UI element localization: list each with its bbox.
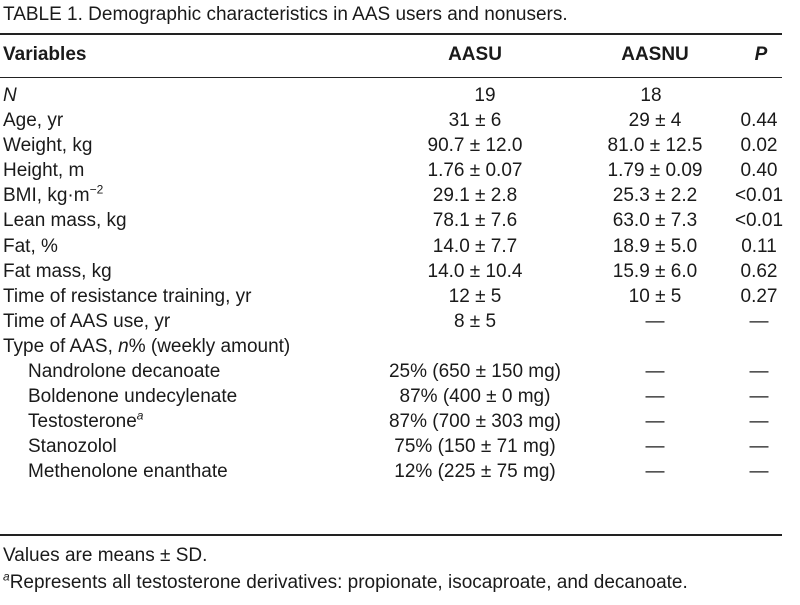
aasnu-value: — [645, 461, 665, 483]
row-label: Time of AAS use, yr [3, 310, 171, 332]
aasnu-value: 18 [640, 85, 662, 106]
p-value: — [749, 461, 769, 483]
p-value: 0.02 [740, 135, 778, 157]
footnote-text: Represents all testosterone derivatives: propionate, isocaproate, and decanoate. [9, 572, 688, 593]
row-label-italic: n [118, 335, 129, 357]
p-value: <0.01 [734, 185, 784, 207]
table-row [0, 359, 782, 384]
table-row [0, 83, 782, 108]
aasu-value: 1.76 ± 0.07 [427, 160, 523, 182]
row-label: Boldenone undecylenate [28, 386, 238, 408]
table-row [0, 108, 782, 133]
row-label: N [3, 85, 17, 106]
p-value: — [749, 411, 769, 433]
row-label-text: Testosterone [28, 411, 137, 433]
table-row [0, 133, 782, 158]
table-body [0, 83, 782, 485]
row-label: Fat mass, kg [3, 260, 112, 282]
header-rule [0, 77, 782, 78]
aasnu-value: 25.3 ± 2.2 [612, 185, 698, 207]
bottom-rule [0, 534, 782, 536]
header-aasnu: AASNU [621, 44, 689, 65]
header-variables: Variables [3, 44, 87, 65]
p-value: — [749, 310, 769, 332]
aasu-value: 78.1 ± 7.6 [432, 210, 518, 232]
aasu-value: 12% (225 ± 75 mg) [394, 461, 556, 483]
aasnu-value: 10 ± 5 [628, 285, 682, 307]
aasnu-value: — [645, 411, 665, 433]
aasu-value: 19 [474, 85, 496, 106]
p-value: 0.62 [740, 260, 778, 282]
footnote-marker: a [3, 569, 10, 584]
aasu-value: 29.1 ± 2.8 [432, 185, 518, 207]
table-row [0, 334, 782, 359]
aasnu-value: 15.9 ± 6.0 [612, 260, 698, 282]
row-label-superscript: −2 [89, 183, 104, 198]
aasnu-value: — [645, 361, 665, 383]
row-label: Nandrolone decanoate [28, 361, 221, 383]
row-label: Height, m [3, 160, 85, 182]
footnote-marker: a [136, 408, 144, 423]
row-label: Fat, % [3, 235, 58, 257]
row-label [3, 183, 103, 208]
p-value: 0.11 [741, 235, 777, 257]
aasu-value: 87% (400 ± 0 mg) [399, 386, 551, 408]
aasu-value: 12 ± 5 [448, 285, 502, 307]
table-row [0, 309, 782, 334]
aasu-value: 87% (700 ± 303 mg) [388, 411, 562, 433]
row-label [3, 334, 290, 359]
p-value: — [749, 386, 769, 408]
header-aasu: AASU [448, 44, 502, 65]
header-p: P [754, 44, 768, 65]
aasnu-value: 29 ± 4 [628, 110, 682, 132]
row-label: Lean mass, kg [3, 210, 127, 232]
table-row [0, 409, 782, 434]
aasnu-value: — [645, 310, 665, 332]
table-row [0, 183, 782, 208]
p-value: <0.01 [734, 210, 784, 232]
row-label: Time of resistance training, yr [3, 285, 252, 307]
row-label: Stanozolol [28, 436, 117, 458]
p-value: — [749, 361, 769, 383]
top-rule [0, 33, 782, 35]
p-value: 0.27 [740, 285, 778, 307]
aasu-value: 25% (650 ± 150 mg) [388, 361, 562, 383]
row-label: Methenolone enanthate [28, 461, 228, 483]
p-value: 0.40 [740, 160, 778, 182]
row-label-suffix: % (weekly amount) [128, 335, 291, 357]
aasu-value: 31 ± 6 [448, 110, 502, 132]
aasu-value: 90.7 ± 12.0 [427, 135, 523, 157]
table-row [0, 284, 782, 309]
table-row [0, 459, 782, 484]
table-row [0, 384, 782, 409]
aasnu-value: — [645, 386, 665, 408]
row-label [28, 409, 143, 434]
row-label: Age, yr [3, 110, 64, 132]
table-caption: TABLE 1. Demographic characteristics in AAS users and nonusers. [3, 4, 568, 25]
aasnu-value: 81.0 ± 12.5 [607, 135, 703, 157]
footnote-means: Values are means ± SD. [3, 545, 208, 566]
aasnu-value: — [645, 436, 665, 458]
table-row [0, 208, 782, 233]
table-row [0, 259, 782, 284]
footnote-testosterone [3, 571, 688, 595]
row-label-prefix: Type of AAS, [3, 335, 119, 357]
table-row [0, 158, 782, 183]
p-value: 0.44 [740, 110, 778, 132]
aasu-value: 75% (150 ± 71 mg) [394, 436, 556, 458]
aasnu-value: 1.79 ± 0.09 [607, 160, 703, 182]
aasu-value: 8 ± 5 [453, 310, 497, 332]
p-value: — [749, 436, 769, 458]
aasnu-value: 18.9 ± 5.0 [612, 235, 698, 257]
table-row [0, 434, 782, 459]
aasnu-value: 63.0 ± 7.3 [612, 210, 698, 232]
row-label-text: BMI, kg·m [3, 185, 90, 207]
aasu-value: 14.0 ± 7.7 [432, 235, 518, 257]
row-label: Weight, kg [3, 135, 93, 157]
table-row [0, 234, 782, 259]
aasu-value: 14.0 ± 10.4 [427, 260, 523, 282]
